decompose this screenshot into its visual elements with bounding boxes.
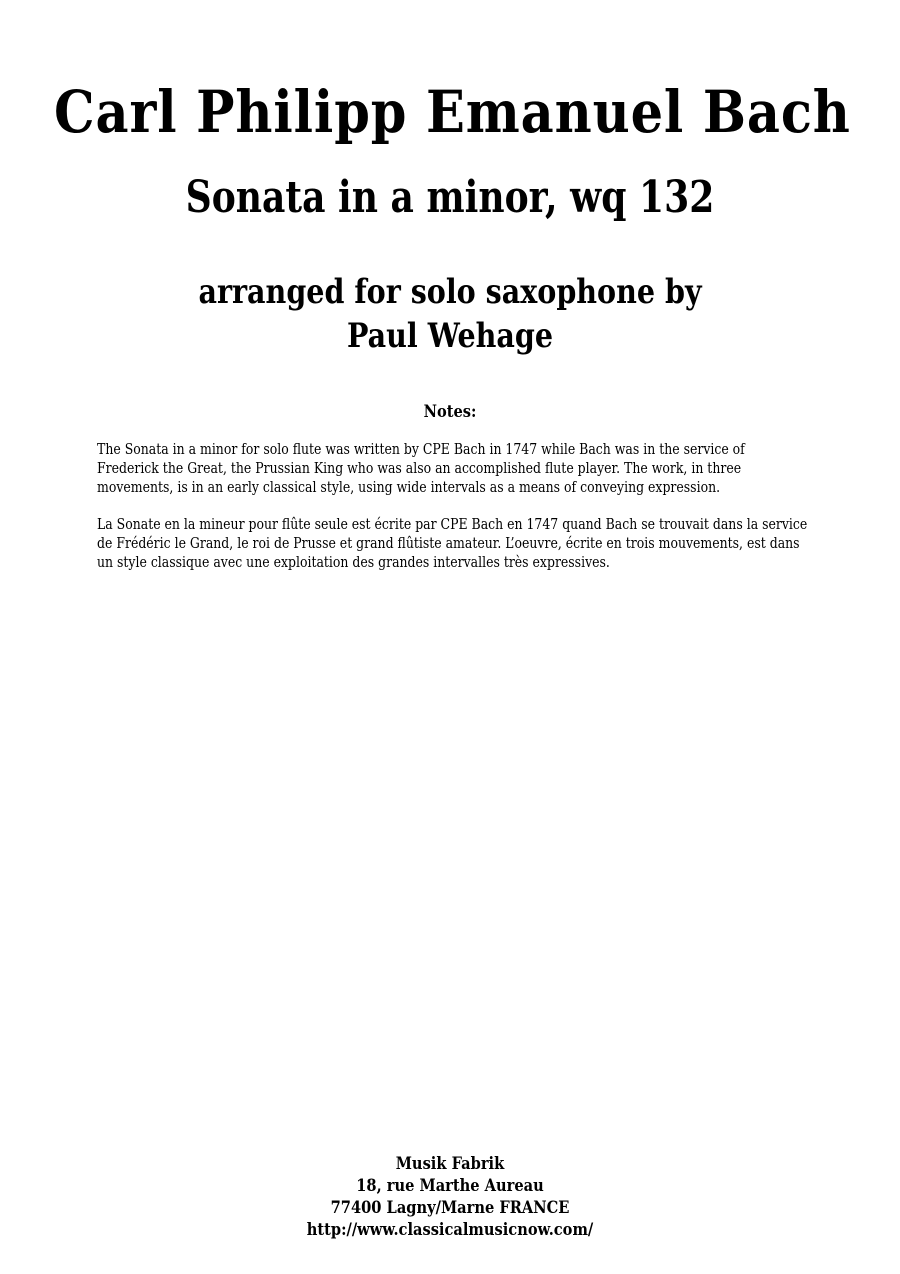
notes-line: movements, is in an early classical style, using wide intervals as a means of conveying expression. xyxy=(97,480,721,496)
notes-paragraph-french xyxy=(97,516,808,573)
composer-name: Carl Philipp Emanuel Bach xyxy=(54,78,851,146)
work-title: Sonata in a minor, wq 132 xyxy=(185,172,715,223)
notes-body xyxy=(97,441,808,591)
arranger-line-1: arranged for solo saxophone by xyxy=(198,272,702,312)
notes-line: un style classique avec une exploitation des grandes intervalles très expressives. xyxy=(97,555,610,571)
publisher-street: 18, rue Marthe Aureau xyxy=(356,1176,544,1196)
notes-line: de Frédéric le Grand, le roi de Prusse et grand flûtiste amateur. L’oeuvre, écrite en trois mouvements, est dans xyxy=(97,536,800,552)
notes-line: The Sonata in a minor for solo flute was written by CPE Bach in 1747 while Bach was in the service of xyxy=(97,442,745,458)
publisher-city: 77400 Lagny/Marne FRANCE xyxy=(330,1198,570,1218)
publisher-url-link[interactable]: http://www.classicalmusicnow.com/ xyxy=(306,1220,594,1240)
notes-line: La Sonate en la mineur pour flûte seule est écrite par CPE Bach en 1747 quand Bach se trouvait dans la service xyxy=(97,517,808,533)
arranger-name: Paul Wehage xyxy=(346,316,554,356)
publisher-name: Musik Fabrik xyxy=(395,1154,505,1174)
notes-line: Frederick the Great, the Prussian King who was also an accomplished flute player. The work, in three xyxy=(97,461,742,477)
arranger-block xyxy=(72,270,828,358)
publisher-block xyxy=(63,1153,837,1241)
notes-heading: Notes: xyxy=(423,402,477,422)
notes-paragraph-english xyxy=(97,441,776,498)
